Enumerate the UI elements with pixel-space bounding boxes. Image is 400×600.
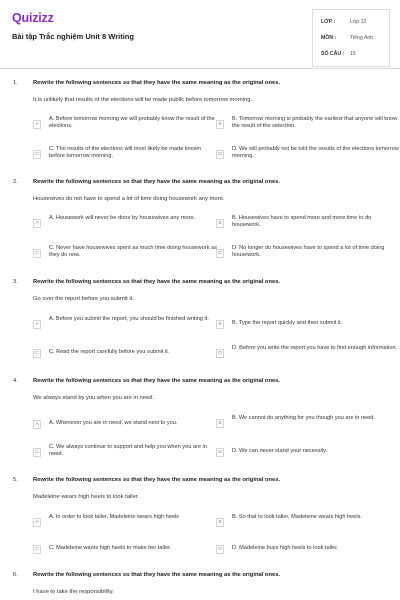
option-text: B. Type the report quickly and then submit it. — [232, 320, 343, 326]
option-text: C. Never have housewives spent as much time doing housework as they do now. — [49, 245, 217, 258]
option-text: D. No longer do housewives have to spend a lot of time doing housework. — [232, 245, 385, 258]
question-stem: I have to take the responsibility. — [33, 589, 114, 595]
question-instruction: Rewrite the following sentences so that they have the same meaning as the original ones. — [33, 179, 281, 185]
option-text: C. Madeleine wants high heels to make her taller. — [49, 545, 172, 551]
option-letter-box[interactable]: D — [216, 150, 224, 159]
question-stem: Housewives do not have to spend a lot of time doing housework any more. — [33, 196, 225, 202]
option-letter-box[interactable]: B — [216, 320, 224, 329]
option-letter-box[interactable]: A — [33, 420, 41, 429]
option-letter-box[interactable]: D — [216, 349, 224, 358]
meta-value: Tiếng Anh — [350, 35, 374, 41]
meta-label: MÔN : — [321, 35, 337, 41]
question-number: 6. — [13, 572, 18, 578]
header-divider — [0, 68, 400, 69]
option-letter-box[interactable]: D — [216, 249, 224, 258]
option-letter-box[interactable]: C — [33, 249, 41, 258]
option-text: B. We cannot do anything for you though you are in need. — [232, 415, 375, 421]
question-stem: We always stand by you when you are in need. — [33, 395, 155, 401]
option-letter-box[interactable]: C — [33, 545, 41, 554]
option-text: C. The results of the elections will most likely be made known before tomorrow morning. — [49, 146, 201, 159]
question-instruction: Rewrite the following sentences so that they have the same meaning as the original ones. — [33, 477, 281, 483]
option-letter-box[interactable]: B — [216, 419, 224, 428]
option-text: A. Before tomorrow morning we will probably know the result of the elections. — [49, 116, 215, 129]
option-text: B. Housewives have to spend more and more time to do housework. — [232, 215, 372, 228]
option-letter-box[interactable]: C — [33, 349, 41, 358]
option-letter-box[interactable]: A — [33, 120, 41, 129]
option-letter-box[interactable]: B — [216, 518, 224, 527]
question-instruction: Rewrite the following sentences so that they have the same meaning as the original ones. — [33, 572, 281, 578]
meta-info-box — [312, 9, 390, 67]
question-stem: It is unlikely that results of the elections will be made public before tomorrow morning. — [33, 97, 253, 103]
option-text: A. Before you submit the report, you should be finished writing it. — [49, 316, 209, 322]
option-letter-box[interactable]: D — [216, 545, 224, 554]
option-text: B. Tomorrow morning is probably the earliest that anyone will know the result of the selection. — [232, 116, 398, 129]
question-number: 4. — [13, 378, 18, 384]
quizizz-logo: Quizizz — [12, 11, 54, 25]
option-letter-box[interactable]: B — [216, 219, 224, 228]
worksheet-header — [0, 0, 400, 68]
option-text: D. We can never stand your necessity. — [232, 448, 328, 454]
option-letter-box[interactable]: A — [33, 219, 41, 228]
option-letter-box[interactable]: D — [216, 448, 224, 457]
option-letter-box[interactable]: C — [33, 150, 41, 159]
meta-value: Lớp 12 — [350, 19, 367, 25]
worksheet-title: Bài tập Trắc nghiệm Unit 8 Writing — [12, 32, 134, 41]
option-letter-box[interactable]: A — [33, 320, 41, 329]
question-stem: Madeleine wears high heels to look taller. — [33, 494, 140, 500]
question-stem: Go over the report before you submit it. — [33, 296, 134, 302]
option-text: C. We always continue to support and help you when you are in need. — [49, 444, 207, 457]
option-letter-box[interactable]: C — [33, 448, 41, 457]
option-text: A. In order to look taller, Madeleine wears high heels — [49, 514, 179, 520]
question-instruction: Rewrite the following sentences so that they have the same meaning as the original ones. — [33, 80, 281, 86]
question-number: 1. — [13, 80, 18, 86]
option-letter-box[interactable]: A — [33, 518, 41, 527]
option-text: D. Before you write the report you have to find enough information. — [232, 345, 398, 351]
question-number: 3. — [13, 279, 18, 285]
option-text: A. Whenever you are in need, we stand next to you. — [49, 420, 178, 426]
option-letter-box[interactable]: B — [216, 120, 224, 129]
question-instruction: Rewrite the following sentences so that they have the same meaning as the original ones. — [33, 279, 281, 285]
option-text: B. So that to look taller, Madeleine wears high heels. — [232, 514, 362, 520]
meta-label: LỚP : — [321, 19, 336, 25]
option-text: C. Read the report carefully before you submit it. — [49, 349, 170, 355]
option-text: D. We will probably not be told the results of the elections tomorrow morning. — [232, 146, 399, 159]
option-text: A. Housework will never be done by housewives any more. — [49, 215, 196, 221]
meta-value: 15 — [350, 51, 356, 57]
question-number: 2. — [13, 179, 18, 185]
option-text: D. Madeleine buys high heels to look taller. — [232, 545, 339, 551]
question-instruction: Rewrite the following sentences so that they have the same meaning as the original ones. — [33, 378, 281, 384]
meta-label: SỐ CÂU : — [321, 51, 345, 57]
question-number: 5. — [13, 477, 18, 483]
